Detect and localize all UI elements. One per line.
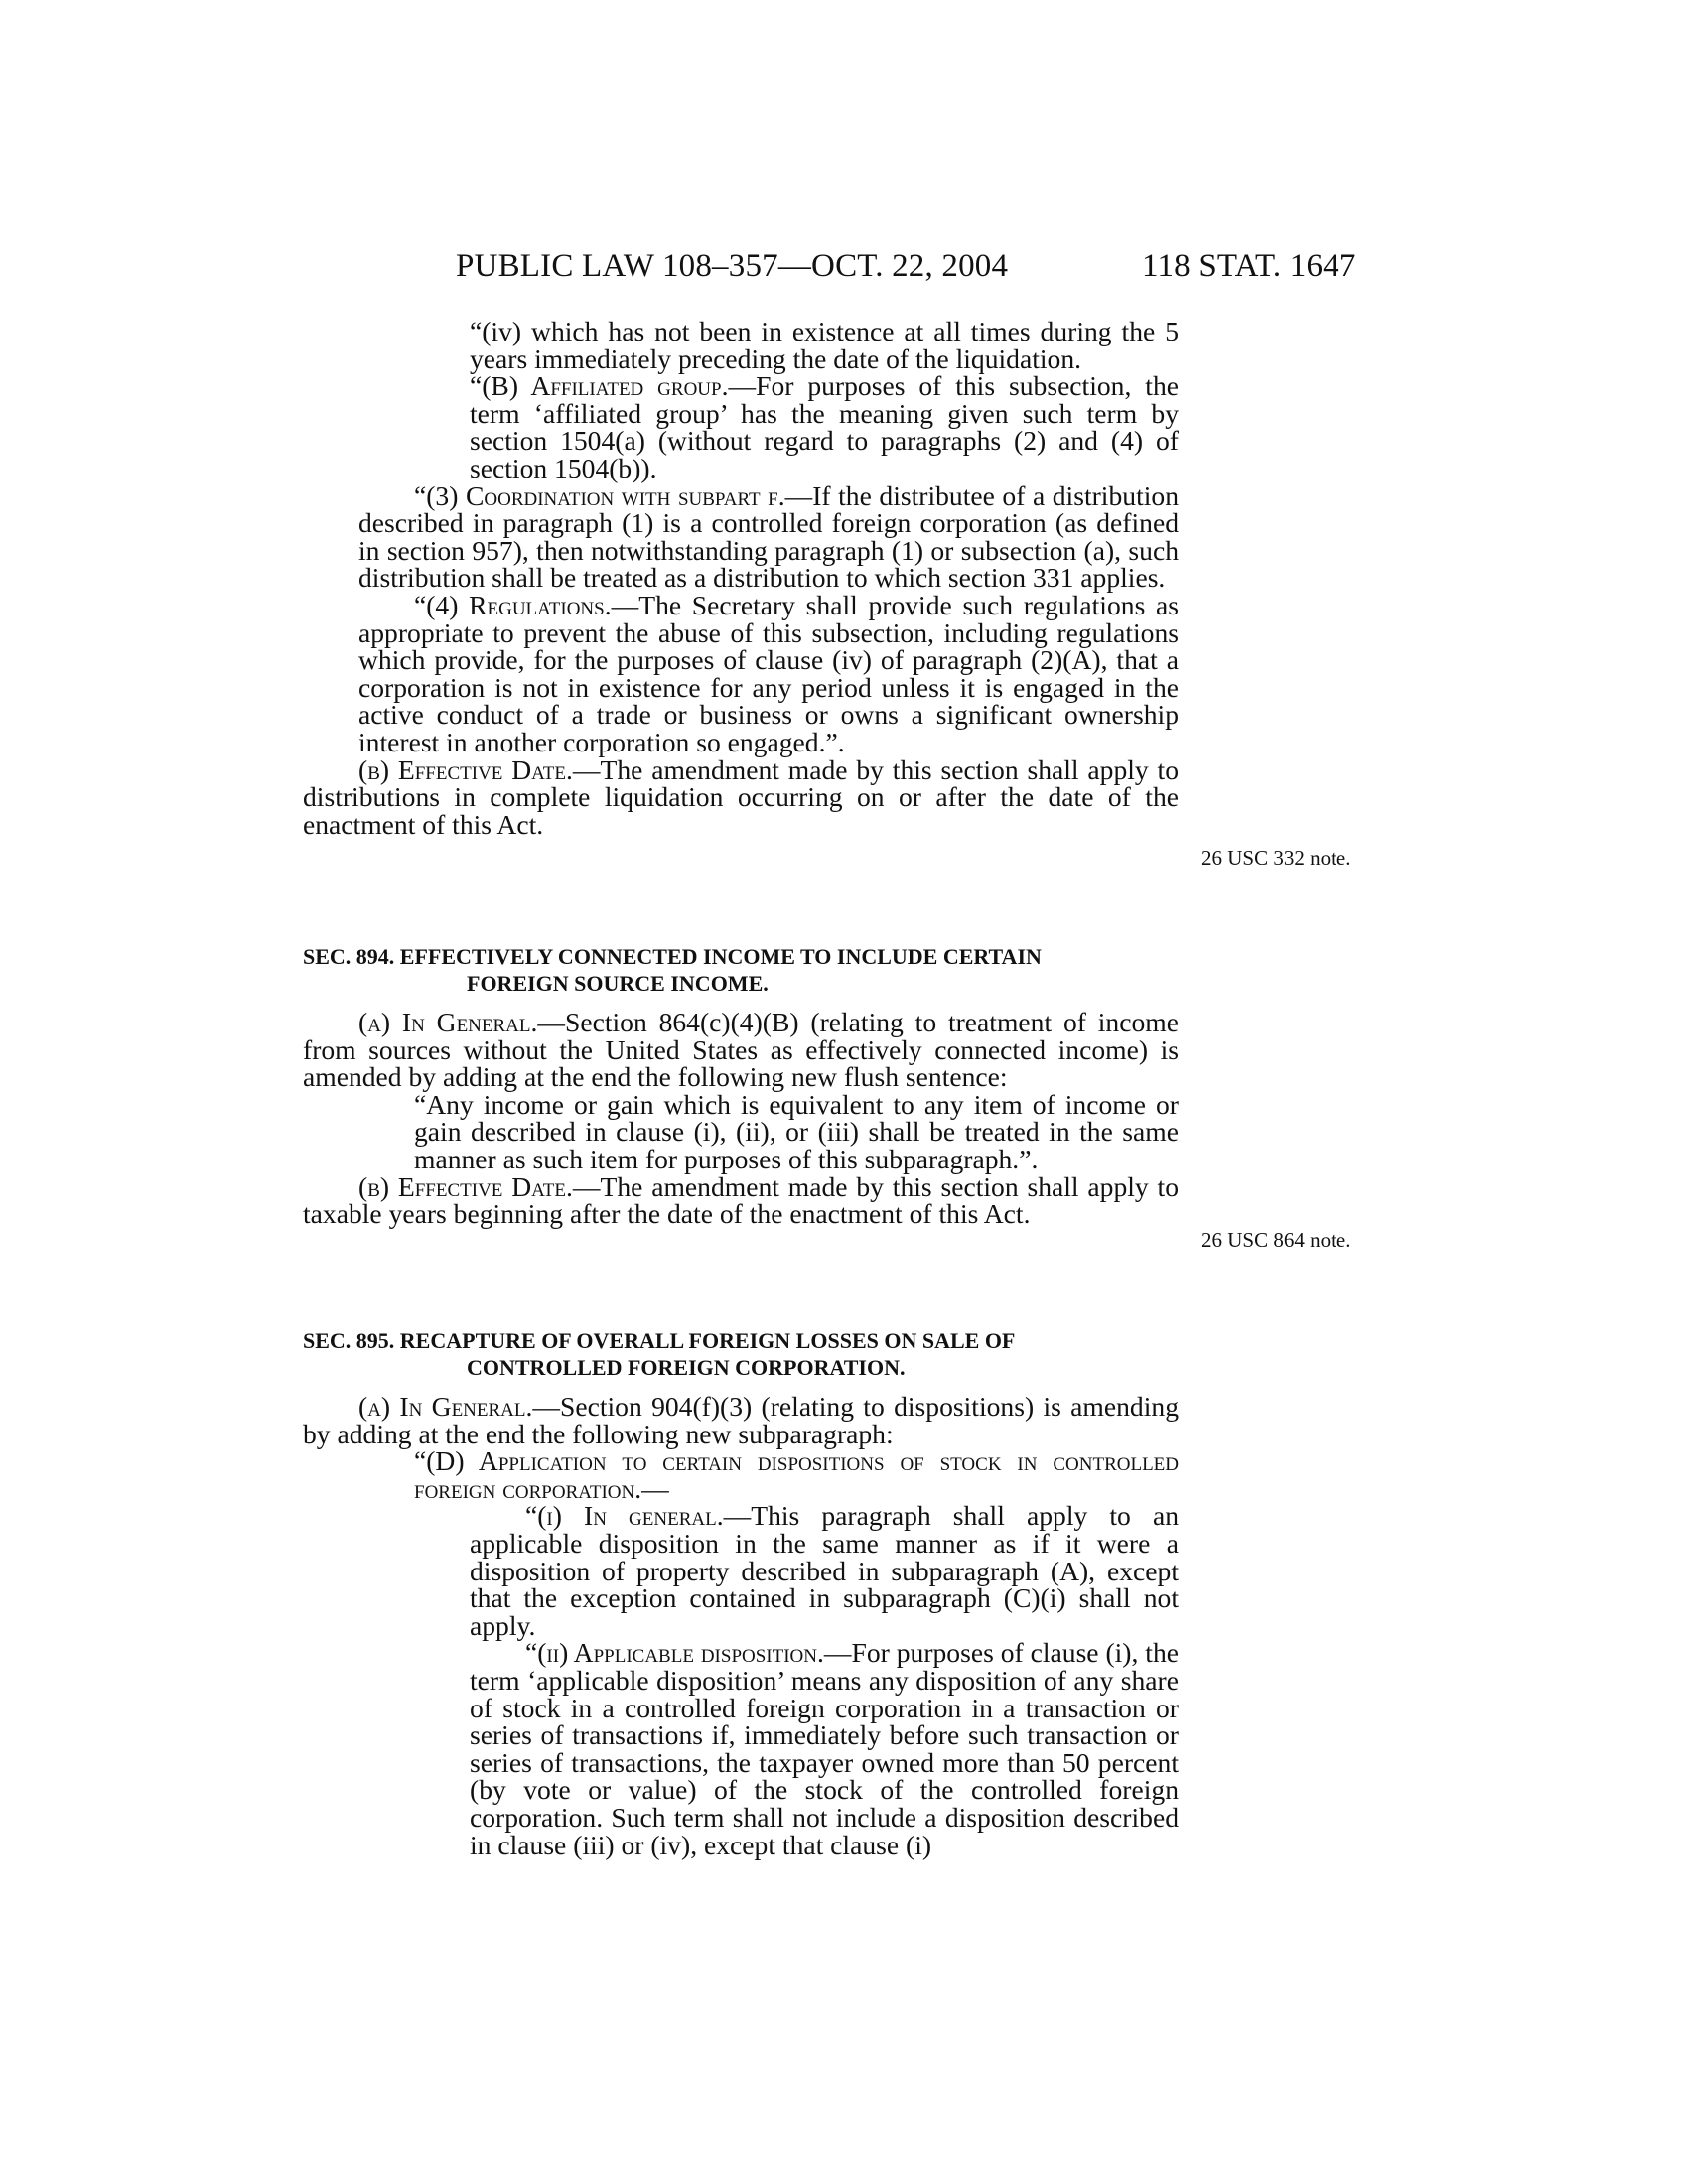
section-894-a-text: —Section 864(c)(4)(B) (relating to treatment of income from sources without the United States as effectively connected income) is amended by adding at the end the following new flush sentence:: [303, 1007, 1179, 1093]
section-894: [303, 943, 1179, 1228]
clause-d-i: [303, 1502, 1179, 1639]
paragraph-4-text: —The Secretary shall provide such regulations as appropriate to prevent the abuse of this subsection, including regulations which provide, for the purposes of clause (iv) of paragraph (2)(A), that a corporation is not in existence for any period unless it is engaged in the active conduct of a trade or business or owns a significant ownership interest in another corporation so engaged.”.: [358, 589, 1179, 757]
subparagraph-b-heading: “(B) Affiliated group.: [470, 370, 729, 402]
effective-date-893-text: —The amendment made by this section shall apply to distributions in complete liquidation occurring on or after the date of the enactment of this Act.: [303, 753, 1179, 840]
clause-d-i-text: —This paragraph shall apply to an applicable disposition in the same manner as if it were a disposition of property described in subparagraph (A), except that the exception contained in subparagraph (C)(i) shall not apply.: [470, 1500, 1179, 1641]
clause-d-ii-heading: “(ii) Applicable disposition.: [525, 1637, 824, 1669]
paragraph-3-heading: “(3) Coordination with subpart f.: [414, 479, 785, 511]
section-895-a-heading: (a) In General.: [358, 1391, 533, 1422]
margin-note-864: 26 USC 864 note.: [1201, 1228, 1351, 1252]
subparagraph-d-heading: “(D) Application to certain dispositions of stock in controlled foreign corporation.: [414, 1445, 1179, 1504]
section-894-b-text: —The amendment made by this section shall apply to taxable years beginning after the date of the enactment of this Act.: [303, 1170, 1179, 1230]
section-895-a-text: —Section 904(f)(3) (relating to dispositions) is amending by adding at the end the following new subparagraph:: [303, 1391, 1179, 1449]
subparagraph-b: [303, 372, 1179, 481]
section-895-title: SEC. 895. RECAPTURE OF OVERALL FOREIGN LOSSES ON SALE OF CONTROLLED FOREIGN CORPORATION.: [303, 1328, 1016, 1380]
subparagraph-d: “(D) Application to certain dispositions of stock in controlled foreign corporation.—: [414, 1445, 1179, 1504]
section-893-continuation: [303, 318, 1179, 838]
section-894-subsection-a: [303, 1009, 1179, 1091]
margin-note-332: 26 USC 332 note.: [1201, 846, 1351, 870]
section-894-flush-sentence: “Any income or gain which is equivalent to any item of income or gain described in clause (i), (ii), or (iii) shall be treated in the same manner as such item for purposes of this subparagraph.”.: [414, 1088, 1179, 1174]
paragraph-3-text: —If the distributee of a distribution described in paragraph (1) is a controlled foreign corporation (as defined in section 957), then notwithstanding paragraph (1) or subsection (a), such distribution shall be treated as a distribution to which section 331 applies.: [358, 479, 1179, 594]
effective-date-893: [303, 753, 1179, 840]
section-894-a-heading: (a) In General.: [358, 1007, 538, 1037]
paragraph-3: [303, 479, 1179, 594]
section-894-subsection-b: [303, 1170, 1179, 1230]
effective-date-893-heading: (b) Effective Date.: [358, 753, 573, 785]
paragraph-4-heading: “(4) Regulations.: [414, 589, 612, 620]
clause-d-ii-text: —For purposes of clause (i), the term ‘applicable disposition’ means any disposition of any share of stock in a controlled foreign corporation in a transaction or series of transactions if, immediately before such transaction or series of transactions, the taxpayer owned more than 50 percent (by vote or value) of the stock of the controlled foreign corporation. Such term shall not include a disposition described in clause (iii) or (iv), except that clause (i): [470, 1637, 1180, 1860]
clause-d-i-heading: “(i) In general.: [525, 1500, 724, 1532]
section-894-title: SEC. 894. EFFECTIVELY CONNECTED INCOME TO INCLUDE CERTAIN FOREIGN SOURCE INCOME.: [303, 944, 1042, 996]
section-895: [303, 1327, 1179, 1858]
running-header-title: PUBLIC LAW 108–357—OCT. 22, 2004: [456, 248, 1009, 284]
subparagraph-b-text: —For purposes of this subsection, the term ‘affiliated group’ has the meaning given such term by section 1504(a) (without regard to paragraphs (2) and (4) of section 1504(b)).: [470, 370, 1179, 483]
section-895-subsection-a: [303, 1393, 1179, 1447]
clause-iv: “(iv) which has not been in existence at all times during the 5 years immediately preceding the date of the liquidation.: [470, 316, 1179, 374]
paragraph-4: [303, 589, 1179, 757]
clause-d-ii: [303, 1639, 1179, 1858]
running-header-page: 118 STAT. 1647: [1142, 248, 1356, 284]
section-894-b-heading: (b) Effective Date.: [358, 1170, 573, 1202]
